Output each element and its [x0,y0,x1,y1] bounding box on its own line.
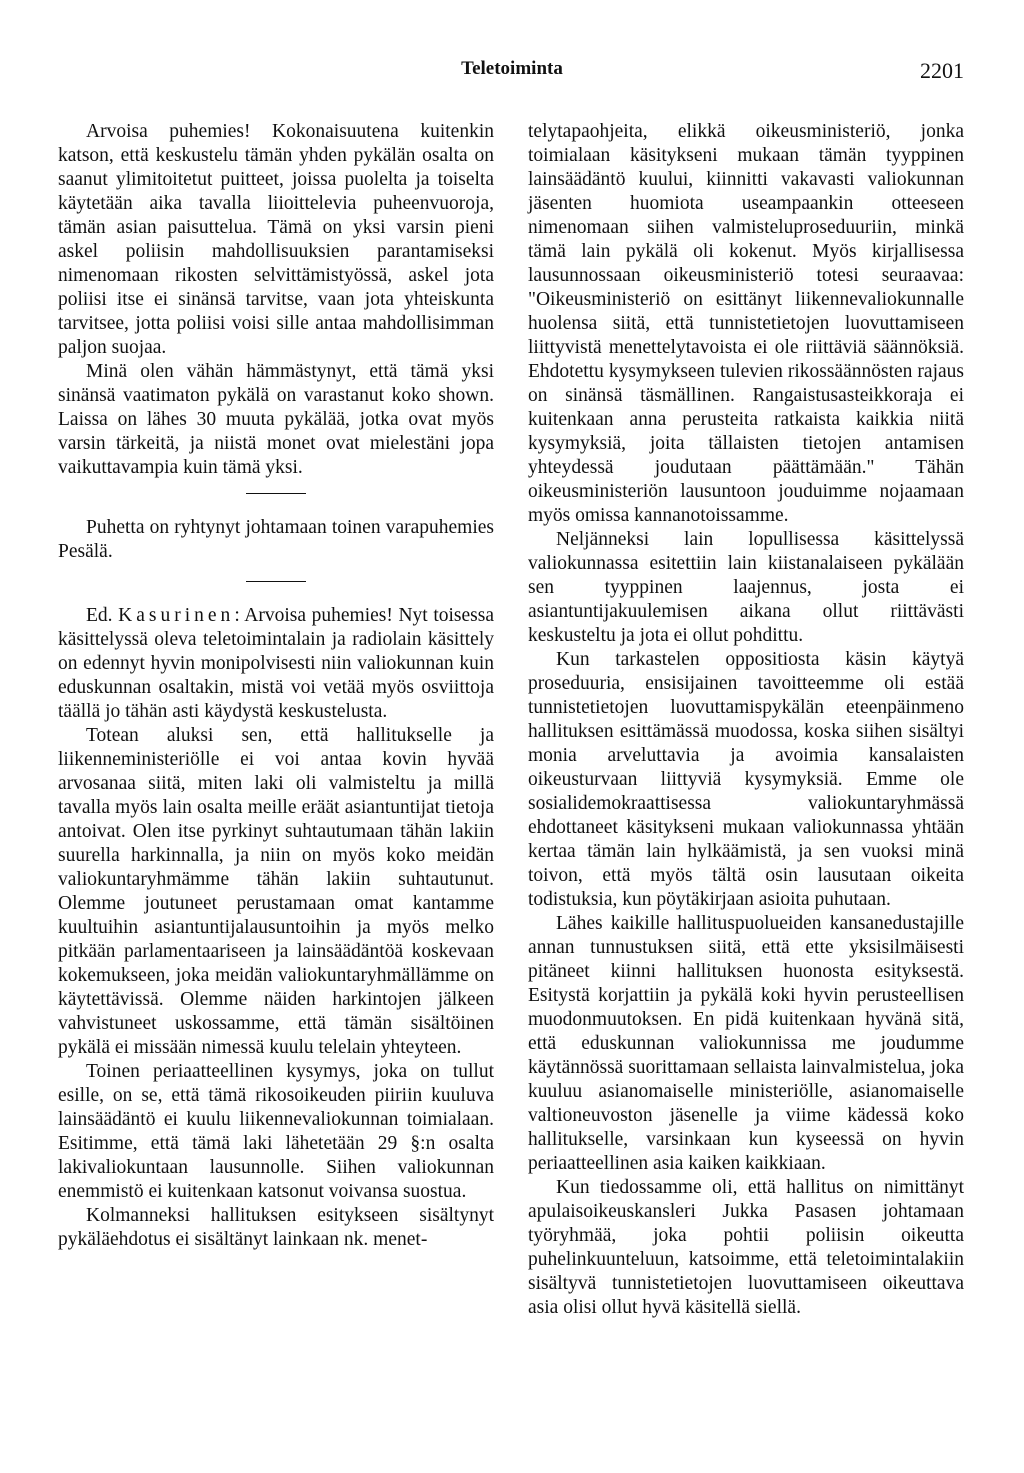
left-paragraph-5: Kolmanneksi hallituksen esitykseen sisältynyt pykäläehdotus ei sisältänyt lainkaan nk. menet- [58,1205,494,1250]
right-paragraph-5: Kun tiedossamme oli, että hallitus on nimittänyt apulaisoikeuskansleri Jukka Pasasen johtamaan työryhmää, joka pohtii poliisin oikeutta puhelinkuunteluun, katsoimme, että teletoimintalakiin sisältyvä tunnistetietojen luovuttamiseen oikeuttava asia olisi ollut hyvä käsitellä siellä. [528,1177,964,1318]
right-column [528,120,964,1320]
section-divider-2 [246,581,306,582]
right-paragraph-2: Neljänneksi lain lopullisessa käsittelyssä valiokunnassa esitettiin lain kiistanalaiseen pykälään sen tyyppinen laajennus, josta ei asiantuntijakuulemisen aikana ollut riittävästi keskusteltu ja jota ei ollut pohdittu. [528,529,964,646]
speaker-paragraph [58,604,494,724]
page-number: 2201 [920,58,964,83]
left-paragraph-3: Totean aluksi sen, että hallitukselle ja liikenneministeriölle ei voi antaa kovin hyvää arvosanaa siitä, miten laki oli valmisteltu ja millä tavalla myös lain osalta meille eräät asiantuntijat tietoja antoivat. Olen itse pyrkinyt suhtautumaan tähän lakiin suurella harkinnalla, ja niin on myös koko meidän valiokuntaryhmämme tähän lakiin suhtautunut. Olemme joutuneet perustamaan omat kantamme kuultuihin asiantuntijalausuntoihin ja myös melko pitkään parlamentaariseen ja lainsäädäntöä koskevaan kokemukseen, joka meidän valiokuntaryhmällämme on käytettävissä. Olemme näiden harkintojen jälkeen vahvistuneet uskossamme, että tämän sisältöinen pykälä ei missään nimessä kuulu telelain yhteyteen. [58,725,494,1058]
speaker-prefix: Ed. [86,605,119,626]
section-divider-1 [246,493,306,494]
left-column [58,120,494,1252]
speaker-text: : Arvoisa puhemies! Nyt toisessa käsittelyssä oleva teletoimintalain ja radiolain käsittely on edennyt hyvin monipolvisesti niin valiokunnan kuin eduskunnan osaltakin, mistä voi vetää myös osviittoja täällä jo tähän asti käydystä keskustelusta. [58,605,494,722]
chair-change-note: Puhetta on ryhtynyt johtamaan toinen varapuhemies Pesälä. [58,517,494,562]
right-paragraph-1: telytapaohjeita, elikkä oikeusministeriö, jonka toimialaan käsitykseni mukaan tämän tyyppinen lainsäädäntö kuului, kiinnitti vakavasti valiokunnan jäsenten huomiota useampaankin otteeseen nimenomaan siihen valmisteluproseduuriin, minkä tämä lain pykälä oli kokenut. Myös kirjallisessa lausunnossaan oikeusministeriö totesi seuraavaa: "Oikeusministeriö on esittänyt liikennevaliokunnalle huolensa siitä, että tunnistetietojen luovuttamiseen liittyvistä menettelytavoista ei ole riittäviä säännöksiä. Ehdotettu kysymykseen tulevien rikossäännösten rajaus on sinänsä täsmällinen. Rangaistusasteikkoraja ei kuitenkaan anna perusteita ratkaista kaikkia niitä kysymyksiä, joita tällaisten tietojen antamisen yhteydessä joudutaan päättämään." Tähän oikeusministeriön lausuntoon jouduimme nojaamaan myös omissa kannanotoissamme. [528,121,964,526]
running-title: Teletoiminta [461,58,563,79]
left-paragraph-2: Minä olen vähän hämmästynyt, että tämä yksi sinänsä vaatimaton pykälä on varastanut koko shown. Laissa on lähes 30 muuta pykälää, jotka ovat myös varsin tärkeitä, ja niistä monet ovat mielestäni jopa vaikuttavampia kuin tämä yksi. [58,361,494,478]
right-paragraph-3: Kun tarkastelen oppositiosta käsin käytyä proseduuria, ensisijainen tavoitteemme oli estää tunnistetietojen luovuttamispykälän eteenpäinmeno hallituksen esittämässä muodossa, koska siihen sisältyi monia arveluttavia ja avoimia kansalaisten oikeusturvaan liittyviä kysymyksiä. Emme ole sosialidemokraattisessa valiokuntaryhmässä ehdottaneet käsitykseni mukaan valiokunnassa yhtään kertaa tämän lain hylkäämistä, ja sen vuoksi minä toivon, että myös tältä osin lausutaan oikeita todistuksia, kun pöytäkirjaan asioita puhutaan. [528,649,964,910]
speaker-name: Kasurinen [118,605,235,626]
left-paragraph-1: Arvoisa puhemies! Kokonaisuutena kuitenkin katson, että keskustelu tämän yhden pykälän osalta on saanut ylimitoitetut puitteet, joissa puolelta ja toiselta käytetään aika tavalla liioittelevia puheenvuoroja, tämän asian paisuttelua. Tämä on yksi varsin pieni askel poliisin mahdollisuuksien parantamiseksi nimenomaan rikosten selvittämistyössä, askel jota poliisi itse ei sinänsä tarvitse, vaan jota yhteiskunta tarvitsee, jotta poliisi voisi sille antaa mahdollisimman paljon suojaa. [58,121,494,358]
right-paragraph-4: Lähes kaikille hallituspuolueiden kansanedustajille annan tunnustuksen siitä, että ette yksisilmäisesti pitäneet kiinni hallituksen huonosta esityksestä. Esitystä korjattiin ja pykälä koki hyvin perusteellisen muodonmuutoksen. En pidä kuitenkaan hyvänä sitä, että eduskunnan valiokunnissa me joudumme käytännössä suorittamaan sellaista lainvalmistelua, joka kuuluu asianomaiselle ministeriölle, asianomaiselle valtioneuvoston jäsenelle ja viime kädessä koko hallitukselle, varsinkaan kun kyseessä on hyvin periaatteellinen asia kaiken kaikkiaan. [528,913,964,1174]
left-paragraph-4: Toinen periaatteellinen kysymys, joka on tullut esille, on se, että tämä rikosoikeuden piiriin kuuluva lainsäädäntö ei kuulu liikennevaliokunnan toimialaan. Esitimme, että tämä laki lähetetään 29 §:n osalta lakivaliokuntaan lausunnolle. Siihen valiokunnan enemmistö ei kuitenkaan katsonut voivansa suostua. [58,1061,494,1202]
page-header [0,58,1024,98]
